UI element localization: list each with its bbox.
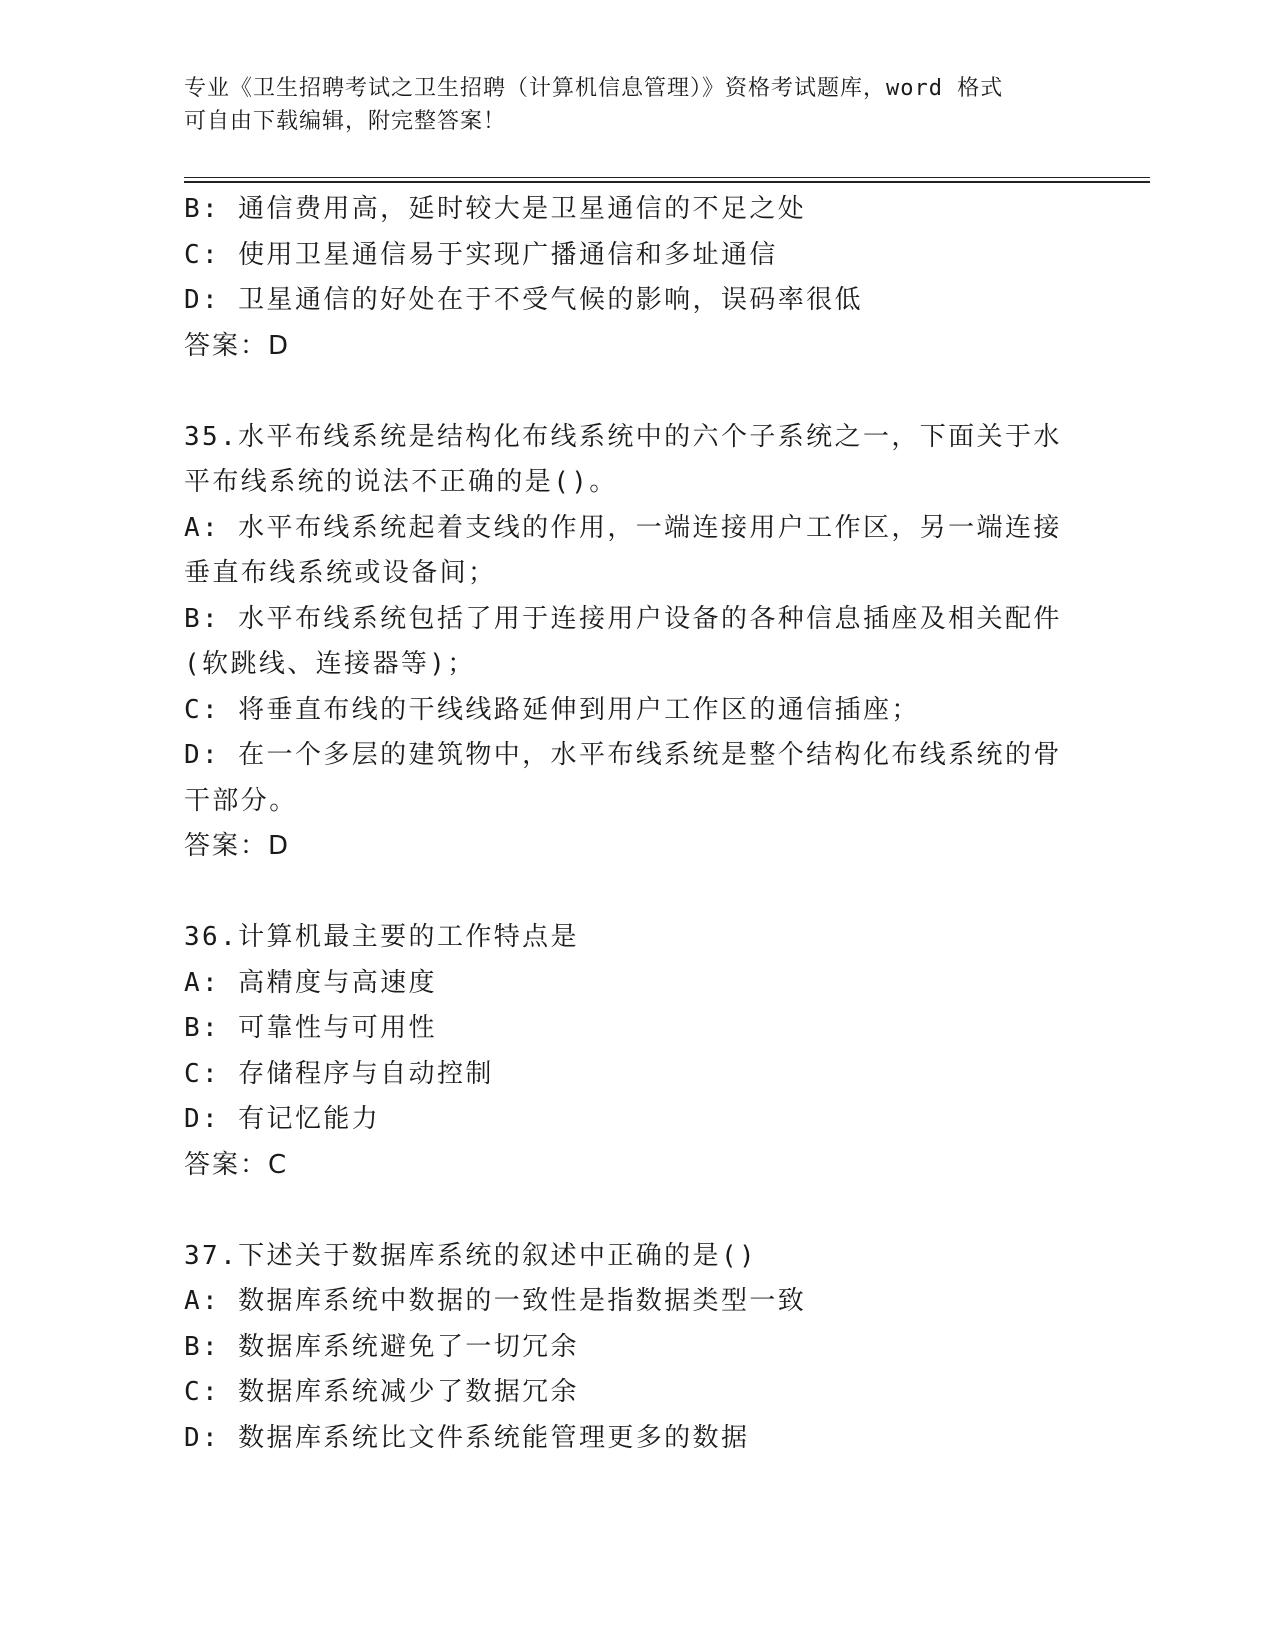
answer: 答案：D (184, 330, 291, 361)
option-a: A: 水平布线系统起着支线的作用，一端连接用户工作区，另一端连接 (184, 512, 1062, 543)
option-a: A: 高精度与高速度 (184, 967, 437, 998)
question-36 (184, 915, 1074, 1188)
page-header (184, 72, 1084, 138)
option-d: D: 有记忆能力 (184, 1104, 381, 1134)
header-line-2: 可自由下载编辑，附完整答案！ (184, 109, 507, 134)
option-a: A: 数据库系统中数据的一致性是指数据类型一致 (184, 1286, 807, 1316)
header-divider-thin (184, 177, 1150, 178)
header-line-1: 专业《卫生招聘考试之卫生招聘（计算机信息管理）》资格考试题库，word 格式 (184, 76, 1004, 101)
spacer (184, 870, 1074, 916)
option-c: C: 存储程序与自动控制 (184, 1058, 494, 1089)
question-content (184, 187, 1074, 1461)
option-b-continued: (软跳线、连接器等)； (184, 649, 476, 679)
option-b: B: 水平布线系统包括了用于连接用户设备的各种信息插座及相关配件 (184, 603, 1062, 634)
option-d: D: 数据库系统比文件系统能管理更多的数据 (184, 1422, 750, 1453)
option-d: D: 在一个多层的建筑物中，水平布线系统是整个结构化布线系统的骨 (184, 740, 1062, 770)
question-stem: 37.下述关于数据库系统的叙述中正确的是() (184, 1240, 758, 1271)
question-34-tail (184, 187, 1074, 369)
spacer (184, 369, 1074, 415)
option-a-continued: 垂直布线系统或设备间； (184, 558, 497, 588)
option-b: B: 通信费用高，延时较大是卫星通信的不足之处 (184, 194, 807, 224)
answer: 答案：C (184, 1149, 289, 1180)
header-divider-thick (184, 181, 1150, 183)
question-35 (184, 415, 1074, 870)
option-b: B: 可靠性与可用性 (184, 1013, 437, 1043)
question-stem-continued: 平布线系统的说法不正确的是()。 (184, 467, 618, 497)
option-b: B: 数据库系统避免了一切冗余 (184, 1331, 579, 1362)
question-37 (184, 1234, 1074, 1462)
spacer (184, 1188, 1074, 1234)
question-stem: 36.计算机最主要的工作特点是 (184, 922, 579, 952)
question-stem: 35.水平布线系统是结构化布线系统中的六个子系统之一，下面关于水 (184, 421, 1062, 452)
option-d-continued: 干部分。 (184, 785, 298, 816)
option-d: D: 卫星通信的好处在于不受气候的影响，误码率很低 (184, 285, 863, 315)
answer: 答案：D (184, 831, 291, 861)
option-c: C: 将垂直布线的干线线路延伸到用户工作区的通信插座； (184, 694, 920, 725)
option-c: C: 使用卫星通信易于实现广播通信和多址通信 (184, 239, 778, 270)
option-c: C: 数据库系统减少了数据冗余 (184, 1377, 579, 1407)
